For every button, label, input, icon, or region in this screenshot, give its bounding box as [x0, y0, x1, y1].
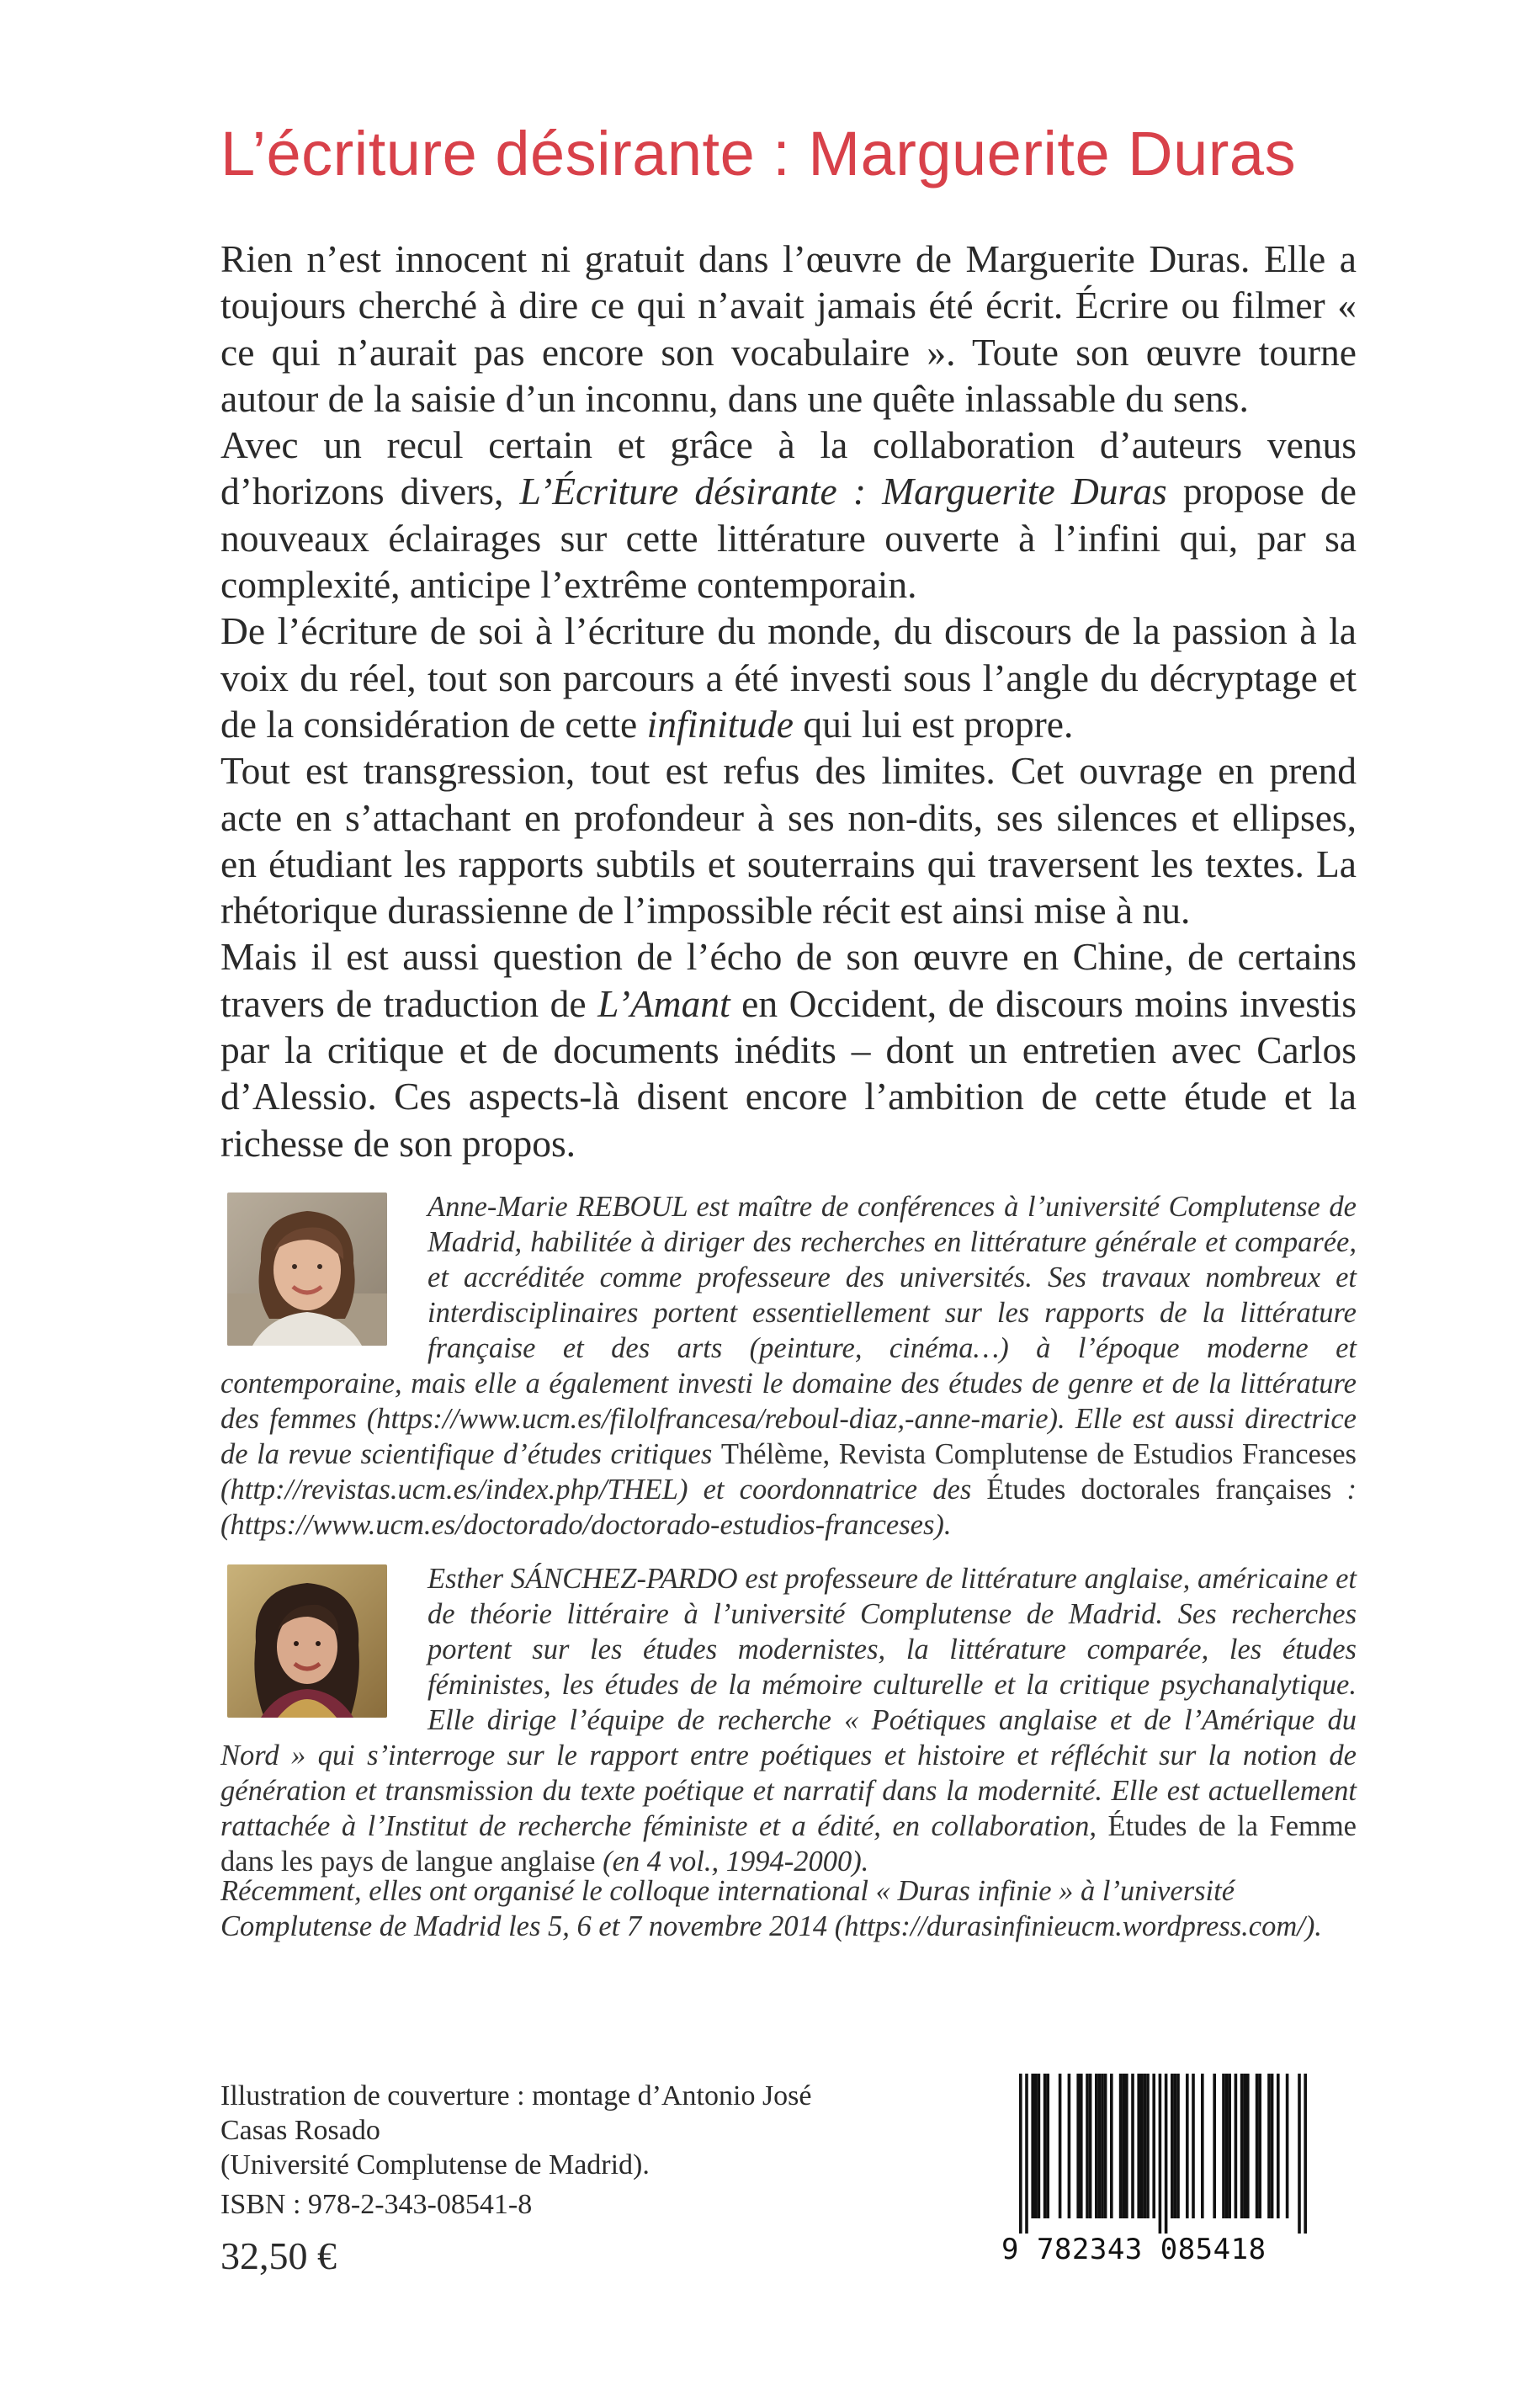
summary-emphasis: infinitude	[646, 702, 794, 746]
summary-paragraph-2	[220, 422, 1357, 608]
barcode-bar	[1240, 2074, 1244, 2218]
barcode-bar	[1256, 2074, 1259, 2218]
barcode-bar	[1228, 2074, 1231, 2218]
barcode-bar	[1174, 2074, 1177, 2218]
bio-text: Esther SÁNCHEZ-PARDO est professeure de littérature anglaise, américaine et de théorie littéraire à l’université Complutense de Madrid. Ses recherches portent sur les études modernistes, la littérature comparée, les études féministes, les études de la mémoire culturelle et la critique psychanalytique. Elle dirige l’équipe de recherche « Poétiques anglaise et de l’Amérique du Nord » qui s’interroge sur le rapport entre poétiques et histoire et réfléchit sur la notion de génération et transmission du texte poétique et narratif dans la modernité. Elle est actuellement rattachée à l’Institut de recherche féministe et a édité, en collaboration,	[220, 1563, 1357, 1842]
summary-book-title: L’Écriture désirante : Marguerite Duras	[519, 470, 1167, 513]
summary-paragraph-4: Tout est transgression, tout est refus des limites. Cet ouvrage en prend acte en s’attachant en profondeur à ses non-dits, ses silences et ellipses, en étudiant les rapports subtils et souterrains qui traversent les textes. La rhétorique durassienne de l’impossible récit est ainsi mise à nu.	[220, 749, 1357, 932]
summary-paragraph-3	[220, 608, 1357, 747]
summary-text: en Occident, de discours moins investis par la critique et de documents inédits – dont un entretien avec Carlos d’Alessio. Ces aspects-là disent encore l’ambition de cette étude et la richesse de son propos.	[220, 981, 1357, 1165]
summary-text: qui lui est propre.	[794, 702, 1074, 746]
barcode-bar	[1201, 2074, 1204, 2218]
barcode-bar	[1152, 2074, 1155, 2218]
summary-text: Avec un recul certain et grâce à la collaboration d’auteurs venus d’horizons divers,	[220, 423, 1357, 513]
author-bio-sanchez-pardo	[220, 1561, 1357, 1879]
journal-title: Thélème, Revista Complutense de Estudios Franceses	[720, 1438, 1357, 1470]
bio-text: Anne-Marie REBOUL est maître de conférences à l’université Complutense de Madrid, habilitée à diriger des recherches en littérature générale et comparée, et accréditée comme professeure des universités. Ses travaux nombreux et interdisciplinaires portent essentiellement sur les rapports de la littérature française et des arts (peinture, cinéma…) à l’époque moderne et contemporaine, mais elle a également investi le domaine des études de genre et de la littérature des femmes (https://www.ucm.es/filolfrancesa/reboul-diaz,-anne-marie). Elle est aussi directrice de la revue scientifique d’études critiques	[220, 1191, 1357, 1470]
barcode-bar	[1131, 2074, 1134, 2218]
barcode-digits: 9 782343 085418	[1001, 2233, 1267, 2266]
barcode-bar	[1192, 2074, 1195, 2218]
barcode-bar	[1038, 2074, 1041, 2218]
barcode-bar	[1019, 2074, 1022, 2234]
barcode-bar	[1119, 2074, 1123, 2218]
barcode-bar	[1098, 2074, 1102, 2218]
barcode-bar	[1031, 2074, 1034, 2218]
barcode-bar	[1104, 2074, 1107, 2218]
barcode-bar	[1222, 2074, 1225, 2218]
summary-text: Mais il est aussi question de l’écho de son œuvre en Chine, de certains travers de traduction de	[220, 935, 1357, 1025]
bio-text: (en 4 vol., 1994-2000).	[595, 1846, 869, 1878]
cover-credit-line-2: (Université Complutense de Madrid).	[220, 2149, 650, 2180]
barcode-bar	[1080, 2074, 1083, 2218]
barcode-bar	[1159, 2074, 1162, 2234]
bio-text: (http://revistas.ucm.es/index.php/THEL) et coordonnatrice des	[220, 1474, 987, 1506]
barcode-bar	[1186, 2074, 1189, 2218]
barcode-bar	[1243, 2074, 1246, 2218]
price: 32,50 €	[220, 2234, 337, 2277]
author-bio-reboul	[220, 1189, 1357, 1543]
program-title: Études doctorales françaises	[986, 1474, 1332, 1506]
barcode-bar	[1059, 2074, 1062, 2218]
barcode-bar	[1298, 2074, 1301, 2234]
edited-work-title: Études de la Femme dans les pays de langue anglaise	[220, 1810, 1357, 1878]
barcode-bar	[1034, 2074, 1038, 2218]
barcode-bar	[1089, 2074, 1092, 2218]
book-title: L’écriture désirante : Marguerite Duras	[220, 119, 1297, 189]
barcode-bar	[1213, 2074, 1216, 2218]
barcode-bar	[1101, 2074, 1104, 2218]
barcode-bar	[1235, 2074, 1238, 2218]
cover-credit-line-1: Illustration de couverture : montage d’Antonio José Casas Rosado	[220, 2080, 812, 2146]
barcode-bar	[1068, 2074, 1071, 2218]
barcode-bar	[1165, 2074, 1168, 2234]
barcode-bar	[1140, 2074, 1144, 2218]
barcode-bar	[1095, 2074, 1098, 2218]
colloquium-note: Récemment, elles ont organisé le colloque international « Duras infinie » à l’université Complutense de Madrid les 5, 6 et 7 novembre 2014 (https://durasinfinieucm.wordpress.com/).	[220, 1875, 1322, 1942]
summary-paragraph-5	[220, 933, 1357, 1166]
barcode-bar	[1267, 2074, 1271, 2218]
barcode-bar	[1246, 2074, 1250, 2218]
author-photo-reboul	[227, 1192, 387, 1346]
bio-text: : (https://www.ucm.es/doctorado/doctorado-estudios-franceses).	[220, 1474, 1357, 1541]
barcode-bar	[1025, 2074, 1028, 2234]
book-summary	[220, 236, 1357, 1166]
barcode-bar	[1125, 2074, 1128, 2218]
barcode-bar	[1171, 2074, 1174, 2218]
barcode-bar	[1137, 2074, 1140, 2218]
summary-work-title: L’Amant	[597, 981, 730, 1025]
barcode-bar	[1086, 2074, 1089, 2218]
barcode-bar	[1176, 2074, 1180, 2218]
barcode-bar	[1225, 2074, 1229, 2218]
isbn: ISBN : 978-2-343-08541-8	[220, 2189, 533, 2220]
barcode-bar	[1277, 2074, 1280, 2218]
barcode-bar	[1110, 2074, 1113, 2218]
summary-text: De l’écriture de soi à l’écriture du monde, du discours de la passion à la voix du réel, tout son parcours a été investi sous l’angle du décryptage et de la considération de cette	[220, 609, 1357, 746]
barcode-bar	[1144, 2074, 1147, 2218]
barcode-bar	[1271, 2074, 1274, 2218]
barcode-bar	[1146, 2074, 1150, 2218]
summary-paragraph-1: Rien n’est innocent ni gratuit dans l’œuvre de Marguerite Duras. Elle a toujours cherché à dire ce qui n’avait jamais été écrit. Écrire ou filmer « ce qui n’aurait pas encore son vocabulaire ». Toute son œuvre tourne autour de la saisie d’un inconnu, dans une quête inlassable du sens.	[220, 237, 1357, 420]
barcode-bar	[1122, 2074, 1125, 2218]
author-photo-sanchez-pardo	[227, 1564, 387, 1718]
barcode-bar	[1043, 2074, 1047, 2218]
barcode-bars	[1012, 2074, 1315, 2234]
barcode-bar	[1286, 2074, 1289, 2218]
summary-text: propose de nouveaux éclairages sur cette littérature ouverte à l’infini qui, par sa complexité, anticipe l’extrême contemporain.	[220, 470, 1357, 607]
barcode-bar	[1076, 2074, 1080, 2218]
cover-credits	[220, 2079, 877, 2182]
barcode-bar	[1258, 2074, 1261, 2218]
barcode-bar	[1304, 2074, 1307, 2234]
barcode-bar	[1046, 2074, 1049, 2218]
